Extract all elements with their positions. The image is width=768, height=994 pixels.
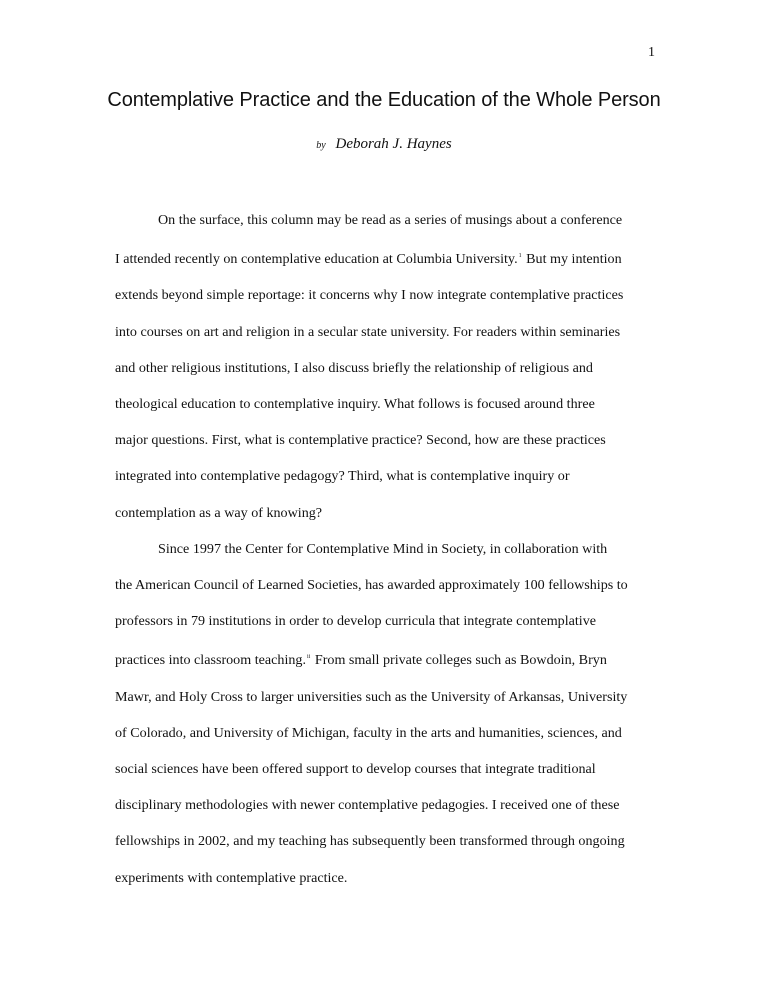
paragraph-2-line: disciplinary methodologies with newer contemplative pedagogies. I received one of these (115, 797, 620, 814)
byline-by: by (316, 140, 326, 151)
author-name: Deborah J. Haynes (335, 136, 452, 152)
paragraph-2-line: professors in 79 institutions in order to develop curricula that integrate contemplative (115, 613, 597, 630)
paragraph-2-line: Mawr, and Holy Cross to larger universities such as the University of Arkansas, University (115, 688, 628, 705)
footnote-marker: 1 (518, 253, 522, 260)
paragraph-1-line: theological education to contemplative inquiry. What follows is focused around three (115, 396, 595, 413)
paragraph-1-line: into courses on art and religion in a secular state university. For readers within seminaries (115, 323, 621, 340)
body-text (115, 202, 655, 896)
text-fragment: I attended recently on contemplative education at Columbia University. (115, 251, 518, 268)
paragraph-2-line (115, 639, 655, 678)
text-fragment: From small private colleges such as Bowdoin, Bryn (314, 652, 607, 669)
byline (0, 136, 768, 153)
paragraph-1-line (115, 238, 655, 277)
paragraph-1-line: contemplation as a way of knowing? (115, 504, 323, 521)
text-fragment: practices into classroom teaching. (115, 652, 306, 669)
paragraph-2-line: experiments with contemplative practice. (115, 869, 348, 886)
text-fragment: But my intention (526, 251, 622, 268)
paragraph-2-line: Since 1997 the Center for Contemplative Mind in Society, in collaboration with (158, 540, 608, 557)
paragraph-1-line: and other religious institutions, I also discuss briefly the relationship of religious and (115, 359, 593, 376)
document-title: Contemplative Practice and the Education of the Whole Person (107, 89, 661, 111)
paragraph-2-line: the American Council of Learned Societies, has awarded approximately 100 fellowships to (115, 577, 628, 594)
paragraph-1-line: extends beyond simple reportage: it concerns why I now integrate contemplative practices (115, 287, 624, 304)
paragraph-1-line: On the surface, this column may be read as a series of musings about a conference (158, 212, 623, 228)
footnote-marker: ii (306, 654, 311, 661)
paragraph-2-line: of Colorado, and University of Michigan, faculty in the arts and humanities, sciences, and (115, 724, 622, 741)
paragraph-1-line: major questions. First, what is contemplative practice? Second, how are these practices (115, 432, 606, 449)
paragraph-2-line: social sciences have been offered support to develop courses that integrate traditional (115, 761, 596, 778)
paragraph-2-line: fellowships in 2002, and my teaching has subsequently been transformed through ongoing (115, 833, 625, 850)
page-number: 1 (648, 45, 655, 60)
paragraph-1-line: integrated into contemplative pedagogy? Third, what is contemplative inquiry or (115, 468, 570, 485)
